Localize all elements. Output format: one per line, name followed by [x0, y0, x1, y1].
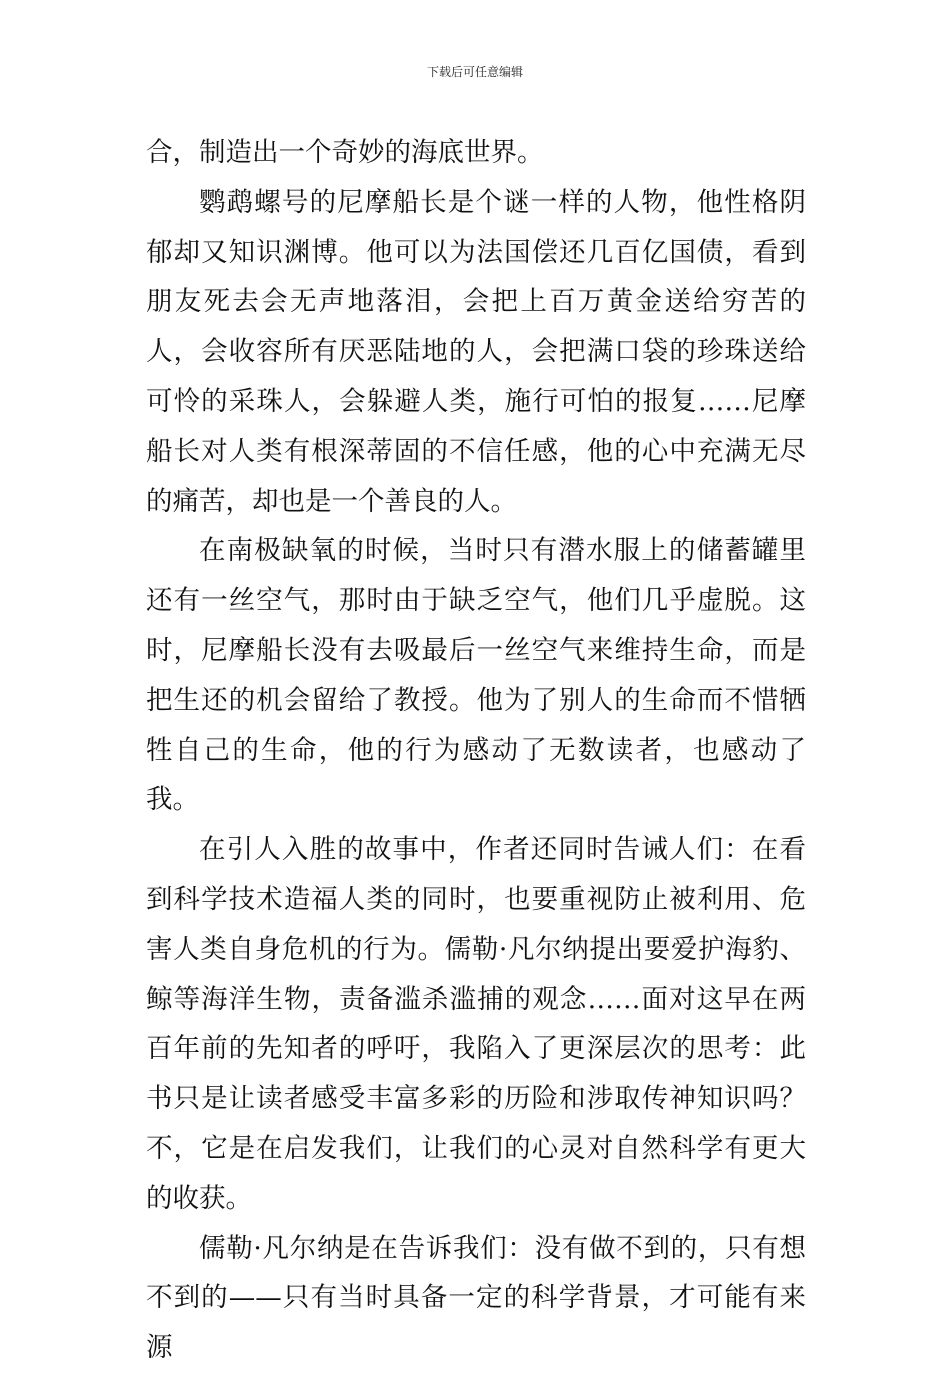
paragraph-verne-message: 儒勒·凡尔纳是在告诉我们：没有做不到的，只有想不到的——只有当时具备一定的科学背景，才可能有来源: [146, 1232, 806, 1364]
paragraph-captain-nemo: 鹦鹉螺号的尼摩船长是个谜一样的人物，他性格阴郁却又知识渊博。他可以为法国偿还几百亿国债，看到朋友死去会无声地落泪，会把上百万黄金送给穷苦的人，会收容所有厌恶陆地的人，会把满口袋的珍珠送给可怜的采珠人，会躲避人类，施行可怕的报复……尼摩船长对人类有根深蒂固的不信任感，他的心中充满无尽的痛苦，却也是一个善良的人。: [146, 186, 806, 517]
paragraph-science-warning: 在引人入胜的故事中，作者还同时告诫人们：在看到科学技术造福人类的同时，也要重视防止被利用、危害人类自身危机的行为。儒勒·凡尔纳提出要爱护海豹、鲸等海洋生物，责备滥杀滥捕的观念……面对这早在两百年前的先知者的呼吁，我陷入了更深层次的思考：此书只是让读者感受丰富多彩的历险和涉取传神知识吗？不，它是在启发我们，让我们的心灵对自然科学有更大的收获。: [146, 834, 806, 1214]
paragraph-continuation: 合，制造出一个奇妙的海底世界。: [146, 137, 544, 168]
paragraph-antarctic: 在南极缺氧的时候，当时只有潜水服上的储蓄罐里还有一丝空气，那时由于缺乏空气，他们几乎虚脱。这时，尼摩船长没有去吸最后一丝空气来维持生命，而是把生还的机会留给了教授。他为了别人的生命而不惜牺牲自己的生命，他的行为感动了无数读者，也感动了我。: [146, 535, 806, 816]
page-header: 下载后可任意编辑: [426, 65, 523, 79]
document-body: [146, 128, 806, 1373]
